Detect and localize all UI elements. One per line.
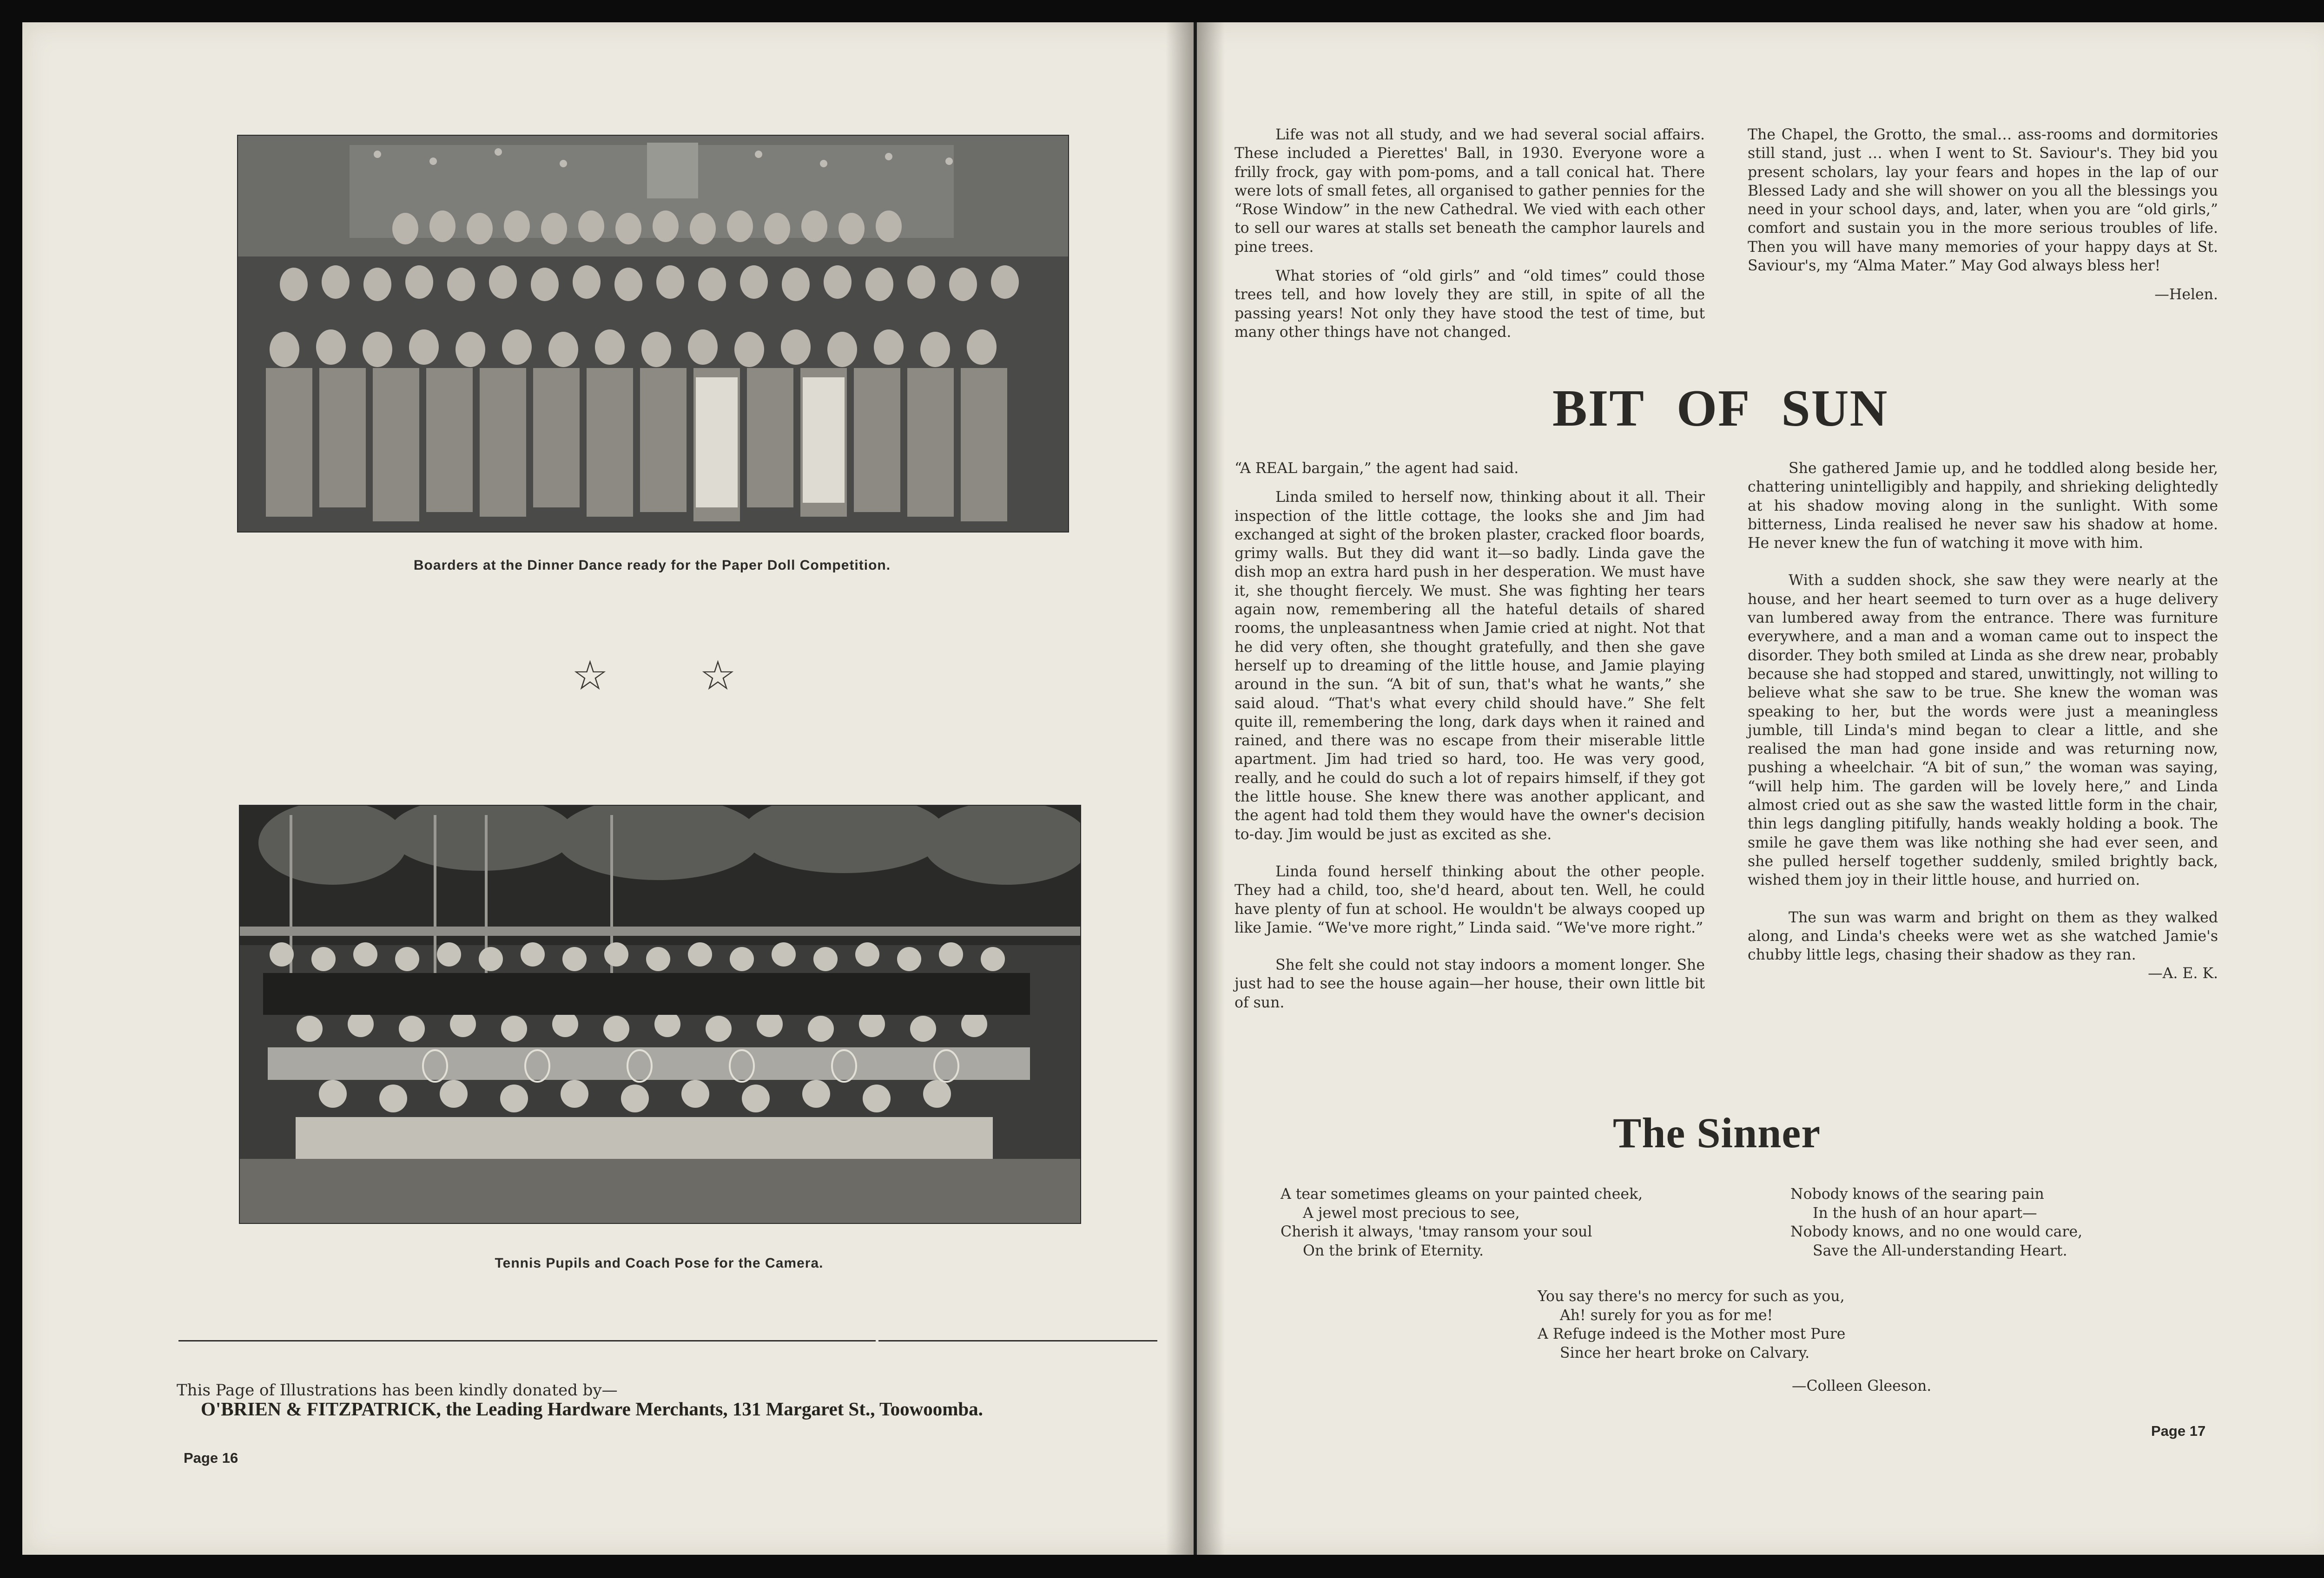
page-number-left: Page 16	[184, 1450, 238, 1466]
story-paragraph: “A REAL bargain,” the agent had said.	[1235, 460, 1519, 477]
photo-boarders	[237, 135, 1069, 533]
story-left-column	[1235, 459, 1705, 1012]
story-paragraph: The sun was warm and bright on them as they walked along, and Linda's cheeks were wet as she watched Jamie's chubby little legs, chasing their shadow as they ran.	[1748, 909, 2218, 964]
poem-line: On the brink of Eternity.	[1303, 1242, 1484, 1259]
gutter-shadow-right	[1197, 22, 1225, 1555]
article-paragraph: The Chapel, the Grotto, the smal… ass-rooms and dormitories still stand, just … when I went to St. Saviour's. They bid you present scholars, lay your fears and hopes in the lap of our Blessed Lady and she will shower on you all the blessings you need in your school days, and, later, when you are “old girls,” comfort and sustain you in the more serious troubles of life. Then you will have many memories of your happy days at St. Saviour's, my “Alma Mater.” May God always bless her!	[1748, 126, 2218, 275]
story-paragraph: Linda found herself thinking about the other people. They had a child, too, she'd heard, about ten. Well, he could have plenty of fun at school. He wouldn't be always cooped up like Jamie. “We've more right,” Linda said. “We've more right.”	[1235, 863, 1705, 936]
story-paragraph: She gathered Jamie up, and he toddled along beside her, chattering unintelligibly and happily, and shrieking delightedly at his shadow moving along in the sunlight. With some bitterness, Linda realised he never saw his shadow at home. He never knew the fun of watching it move with him.	[1748, 460, 2218, 552]
article-paragraph: What stories of “old girls” and “old times” could those trees tell, and how lovely they are still, in spite of all the passing years! Not only they have stood the test of time, but many other things have not changed.	[1235, 268, 1705, 341]
poem-line: Ah! surely for you as for me!	[1560, 1307, 1773, 1324]
group-photo-icon	[240, 806, 1080, 1223]
poem-line: Nobody knows, and no one would care,	[1790, 1223, 2083, 1240]
photo-tennis-caption: Tennis Pupils and Coach Pose for the Camera.	[495, 1256, 824, 1271]
poem-stanza-2	[1790, 1185, 2082, 1260]
poem-line: Cherish it always, 'tmay ransom your soul	[1281, 1223, 1592, 1240]
poem-stanza-1	[1281, 1185, 1643, 1260]
story-paragraph: With a sudden shock, she saw they were nearly at the house, and her heart seemed to turn over as a huge delivery van lumbered away from the entrance. There was furniture everywhere, and a man and a woman came out to inspect the disorder. They both smiled at Linda as she drew near, probably because she had stopped and stared, unwittingly, not willing to believe what she saw to be true. She knew the woman was speaking to her, but the words were just a meaningless jumble, till Linda's mind began to clear a little, and she realised the man had gone inside and was returning now, pushing a wheelchair. “A bit of sun,” the woman was saying, “will help him. The garden will be lovely here,” and Linda almost cried out as she saw the wasted little form in the chair, thin legs dangling pitifully, hands weakly holding a book. The smile he gave them was like nothing she had ever seen, and she pulled herself together suddenly, smiled brightly back, wished them joy in their little house, and hurried on.	[1748, 572, 2218, 889]
story-right-column	[1748, 459, 2218, 983]
poem-line: A tear sometimes gleams on your painted cheek,	[1281, 1186, 1643, 1203]
book-spine	[1194, 22, 1197, 1555]
group-photo-icon	[238, 136, 1068, 532]
story-title: BIT OF SUN	[1552, 380, 1888, 437]
poem-line: You say there's no mercy for such as you,	[1538, 1288, 1845, 1305]
divider-rule	[878, 1340, 1157, 1341]
article-helen-left-column	[1235, 125, 1705, 342]
poem-title: The Sinner	[1613, 1109, 1821, 1157]
article-signature: —Helen.	[2154, 286, 2218, 303]
credit-line: This Page of Illustrations has been kindly donated by—	[177, 1381, 618, 1400]
poem-line: A jewel most precious to see,	[1303, 1204, 1520, 1222]
star-ornament-icon: ☆	[700, 651, 736, 699]
poem-line: A Refuge indeed is the Mother most Pure	[1538, 1326, 1846, 1342]
poem-line: Since her heart broke on Calvary.	[1560, 1344, 1810, 1361]
poem-author: —Colleen Gleeson.	[1792, 1378, 1932, 1394]
photo-boarders-caption: Boarders at the Dinner Dance ready for the Paper Doll Competition.	[413, 558, 891, 573]
poem-stanza-3	[1538, 1287, 1845, 1362]
star-ornament-icon: ☆	[572, 651, 608, 699]
story-signature: —A. E. K.	[2148, 965, 2218, 982]
poem-line: Nobody knows of the searing pain	[1790, 1186, 2044, 1203]
gutter-shadow-left	[1166, 22, 1194, 1555]
article-helen-right-column	[1748, 125, 2218, 304]
article-paragraph: Life was not all study, and we had several social affairs. These included a Pierettes' Ball, in 1930. Everyone wore a frilly frock, gay with pom-poms, and a tall conical hat. There were lots of small fetes, all organised to gather pennies for the “Rose Window” in the new Cathedral. We vied with each other to sell our wares at stalls set beneath the camphor laurels and pine trees.	[1235, 126, 1705, 256]
poem-line: In the hush of an hour apart—	[1813, 1204, 2037, 1222]
sponsor-name: O'BRIEN & FITZPATRICK, the Leading Hardware Merchants, 131 Margaret St., Toowoomba.	[201, 1398, 983, 1420]
divider-rule	[178, 1340, 876, 1341]
page-number-right: Page 17	[2151, 1423, 2206, 1439]
story-paragraph: Linda smiled to herself now, thinking about it all. Their inspection of the little cottage, the looks she and Jim had exchanged at sight of the broken plaster, cracked floor boards, grimy walls. But they did want it—so badly. Linda gave the dish mop an extra hard push in her desperation. We must have it, she thought fiercely. We must. She was fighting her tears again now, remembering all the hateful details of shared rooms, the unpleasantness when Jamie cried at night. Not that he did very often, she thought gratefully, and then she gave herself up to dreaming of the little house, and Jamie playing around in the sun. “A bit of sun, that's what he wants,” she said aloud. “That's what every child should have.” She felt quite ill, remembering the long, dark days when it rained and rained, and there was no escape from their miserable little apartment. Jim had tried so hard, too. He was very good, really, and he could do such a lot of repairs himself, if they got the little house. She knew there was another applicant, and the agent had told them they would have the owner's decision to-day. Jim would be just as excited as she.	[1235, 489, 1705, 843]
photo-tennis	[239, 805, 1081, 1224]
story-paragraph: She felt she could not stay indoors a moment longer. She just had to see the house again—her house, their own little bit of sun.	[1235, 957, 1705, 1011]
poem-line: Save the All-understanding Heart.	[1813, 1242, 2067, 1259]
